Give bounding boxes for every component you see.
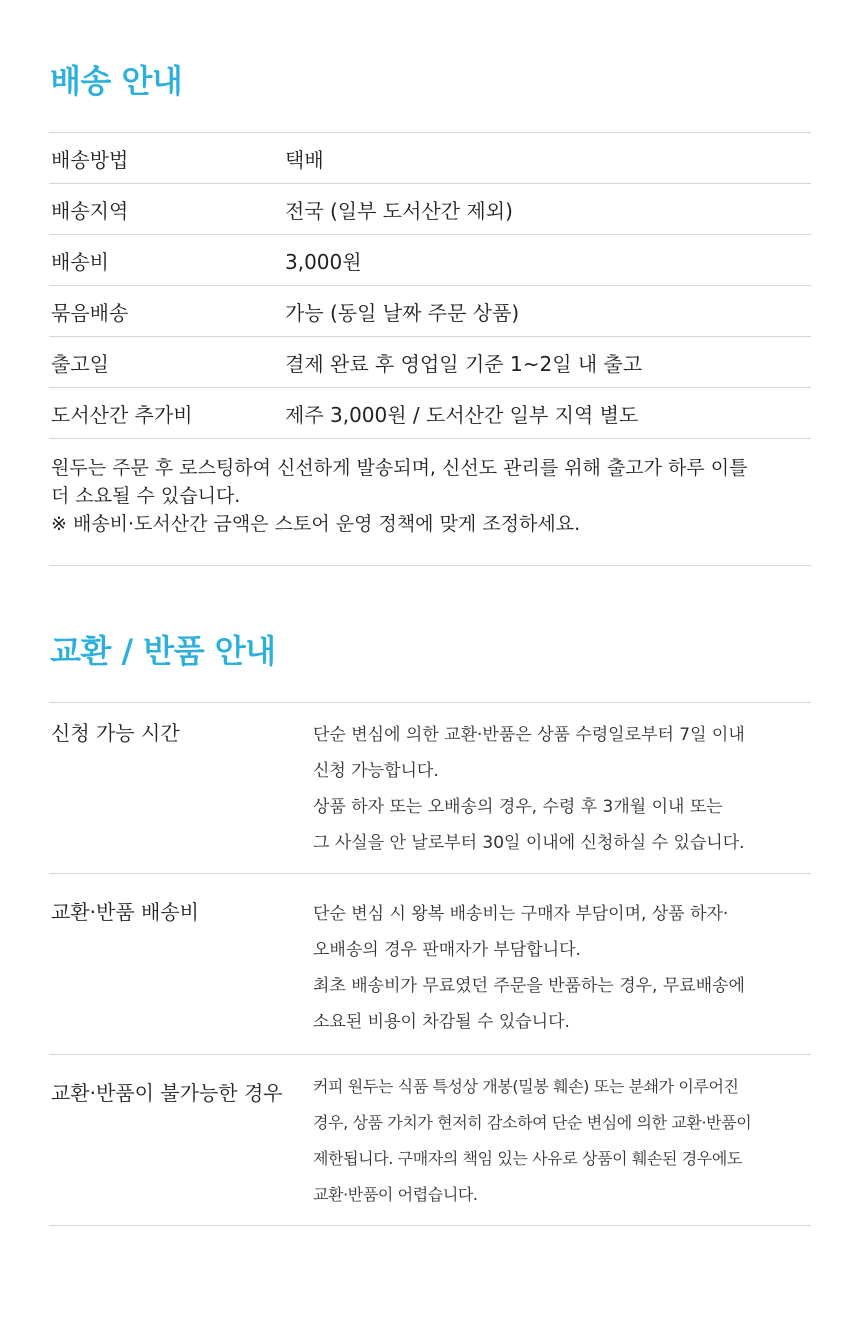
exchange-row-line: 오배송의 경우 판매자가 부담합니다. — [313, 940, 581, 960]
shipping-row-label: 묶음배송 — [51, 300, 129, 325]
shipping-row-label: 출고일 — [51, 351, 109, 376]
shipping-table — [49, 132, 811, 439]
shipping-row — [49, 235, 811, 286]
exchange-row-content — [313, 1055, 811, 1213]
exchange-row-line: 소요된 비용이 차감될 수 있습니다. — [313, 1012, 570, 1032]
shipping-row — [49, 286, 811, 337]
exchange-row-line: 신청 가능합니다. — [313, 761, 439, 781]
shipping-row-label: 배송비 — [51, 249, 109, 274]
shipping-row-label: 도서산간 추가비 — [51, 402, 193, 427]
exchange-row — [49, 703, 811, 874]
exchange-row — [49, 874, 811, 1055]
exchange-row-line: 단순 변심에 의한 교환·반품은 상품 수령일로부터 7일 이내 — [313, 725, 745, 745]
exchange-row-label: 교환·반품이 불가능한 경우 — [51, 1081, 283, 1105]
shipping-row-value: 택배 — [285, 147, 324, 172]
exchange-row-line: 그 사실을 안 날로부터 30일 이내에 신청하실 수 있습니다. — [313, 833, 745, 853]
exchange-row-content — [313, 703, 811, 861]
shipping-row-label: 배송방법 — [51, 147, 129, 172]
exchange-row-line: 최초 배송비가 무료였던 주문을 반품하는 경우, 무료배송에 — [313, 976, 745, 996]
exchange-row-content — [313, 874, 811, 1040]
shipping-title: 배송 안내 — [50, 62, 183, 100]
shipping-note — [51, 454, 811, 538]
shipping-note-asterisk: ※ 배송비·도서산간 금액은 스토어 운영 정책에 맞게 조정하세요. — [51, 513, 581, 535]
shipping-row — [49, 337, 811, 388]
exchange-table — [49, 702, 811, 1226]
exchange-row-label: 신청 가능 시간 — [51, 721, 180, 745]
shipping-row — [49, 184, 811, 235]
exchange-row-line: 커피 원두는 식품 특성상 개봉(밀봉 훼손) 또는 분쇄가 이루어진 — [313, 1077, 739, 1096]
shipping-note-line: 더 소요될 수 있습니다. — [51, 485, 241, 507]
exchange-row-line: 교환·반품이 어렵습니다. — [313, 1185, 478, 1204]
shipping-row — [49, 133, 811, 184]
exchange-row — [49, 1055, 811, 1226]
shipping-note-line: 원두는 주문 후 로스팅하여 신선하게 발송되며, 신선도 관리를 위해 출고가 하루 이틀 — [51, 457, 748, 479]
exchange-row-line: 단순 변심 시 왕복 배송비는 구매자 부담이며, 상품 하자· — [313, 904, 729, 924]
shipping-row-value: 제주 3,000원 / 도서산간 일부 지역 별도 — [285, 402, 639, 427]
exchange-row-line: 제한됩니다. 구매자의 책임 있는 사유로 상품이 훼손된 경우에도 — [313, 1149, 742, 1168]
shipping-row-value: 가능 (동일 날짜 주문 상품) — [285, 300, 520, 325]
section-divider — [49, 565, 811, 566]
shipping-row-value: 3,000원 — [285, 249, 362, 274]
exchange-row-line: 상품 하자 또는 오배송의 경우, 수령 후 3개월 이내 또는 — [313, 797, 723, 817]
shipping-row-value: 결제 완료 후 영업일 기준 1~2일 내 출고 — [285, 351, 643, 376]
exchange-title: 교환 / 반품 안내 — [50, 632, 276, 670]
exchange-row-label: 교환·반품 배송비 — [51, 900, 199, 924]
exchange-row-line: 경우, 상품 가치가 현저히 감소하여 단순 변심에 의한 교환·반품이 — [313, 1113, 752, 1132]
shipping-row — [49, 388, 811, 439]
shipping-row-label: 배송지역 — [51, 198, 129, 223]
shipping-row-value: 전국 (일부 도서산간 제외) — [285, 198, 513, 223]
